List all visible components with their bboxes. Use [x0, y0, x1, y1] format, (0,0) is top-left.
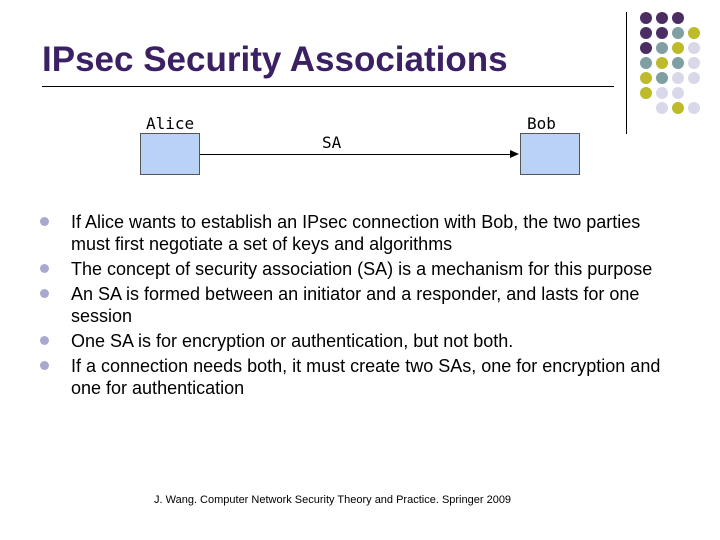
sa-connector-line: [200, 154, 512, 155]
decorative-dot: [688, 27, 700, 39]
bullet-list: [40, 211, 680, 402]
decorative-dot: [640, 72, 652, 84]
bullet-dot-icon: [40, 264, 49, 273]
decorative-dot: [672, 12, 684, 24]
bullet-item: [40, 211, 680, 255]
decorative-dot: [640, 12, 652, 24]
bullet-item: [40, 330, 680, 352]
bullet-text: An SA is formed between an initiator and a responder, and lasts for one session: [71, 284, 640, 326]
bullet-dot-icon: [40, 217, 49, 226]
alice-box: [140, 133, 200, 175]
decorative-dot: [688, 57, 700, 69]
decorative-dot: [656, 87, 668, 99]
decorative-dot: [640, 27, 652, 39]
decorative-dot: [656, 102, 668, 114]
decorative-dot: [688, 42, 700, 54]
decorative-dot: [688, 72, 700, 84]
decorative-dot: [656, 72, 668, 84]
decorative-dot: [640, 102, 652, 114]
decorative-dot-grid: [640, 12, 720, 116]
bullet-item: [40, 283, 680, 327]
bullet-dot-icon: [40, 361, 49, 370]
decorative-dot: [672, 87, 684, 99]
decorative-dot: [672, 27, 684, 39]
bob-label: Bob: [527, 114, 556, 133]
decorative-dot: [672, 42, 684, 54]
citation: J. Wang. Computer Network Security Theory and Practice. Springer 2009: [154, 494, 512, 506]
title-underline: [42, 86, 614, 87]
sa-label: SA: [322, 133, 342, 152]
decorative-dot: [656, 27, 668, 39]
decorative-dot: [640, 57, 652, 69]
decorative-dot: [640, 42, 652, 54]
alice-label: Alice: [146, 114, 195, 133]
bullet-item: [40, 258, 680, 280]
bullet-text: The concept of security association (SA) is a mechanism for this purpose: [71, 259, 653, 279]
decorative-dot: [688, 102, 700, 114]
slide-title: IPsec Security Associations: [42, 40, 508, 79]
bullet-text: If a connection needs both, it must create two SAs, one for encryption and one for authentication: [71, 356, 661, 398]
bullet-dot-icon: [40, 336, 49, 345]
decorative-dot: [656, 12, 668, 24]
decorative-dot: [656, 42, 668, 54]
bullet-text: One SA is for encryption or authentication, but not both.: [71, 331, 514, 351]
decorative-dot: [688, 87, 700, 99]
decorative-dot: [672, 72, 684, 84]
decorative-dot: [656, 57, 668, 69]
sa-arrowhead: [510, 150, 519, 158]
bob-box: [520, 133, 580, 175]
bullet-dot-icon: [40, 289, 49, 298]
bullet-item: [40, 355, 680, 399]
bullet-text: If Alice wants to establish an IPsec connection with Bob, the two parties must first negotiate a set of keys and algorithms: [71, 212, 641, 254]
vertical-divider: [626, 12, 627, 134]
decorative-dot: [640, 87, 652, 99]
decorative-dot: [672, 57, 684, 69]
decorative-dot: [688, 12, 700, 24]
decorative-dot: [672, 102, 684, 114]
